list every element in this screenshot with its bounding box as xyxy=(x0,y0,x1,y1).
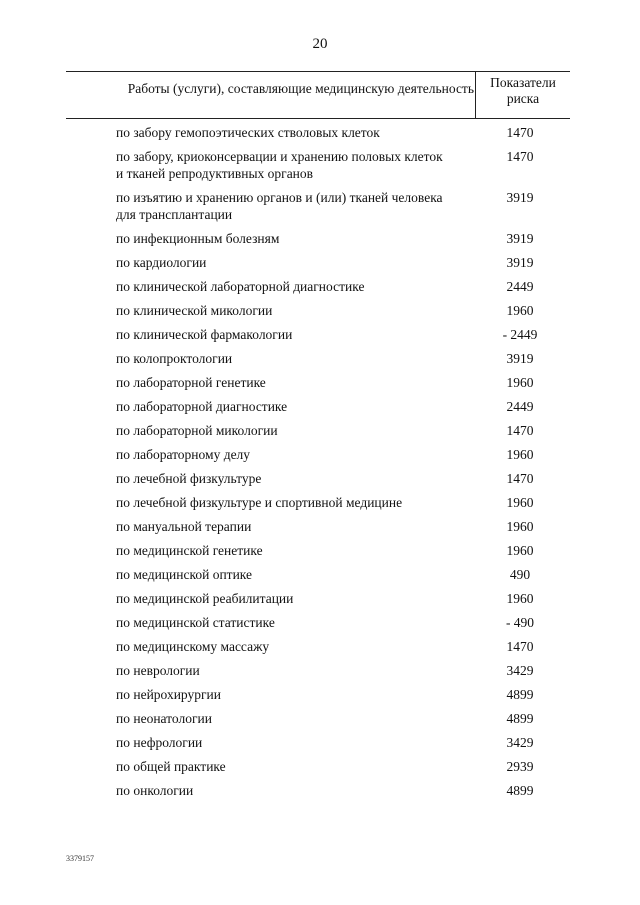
work-label: по колопроктологии xyxy=(116,351,233,366)
work-label: по общей практике xyxy=(116,759,226,774)
work-label: по нейрохирургии xyxy=(116,687,221,702)
work-label: по клинической микологии xyxy=(116,303,273,318)
work-label: по медицинской реабилитации xyxy=(116,591,294,606)
table-row xyxy=(0,302,640,326)
risk-value: 1960 xyxy=(506,495,534,510)
risk-value: 1960 xyxy=(506,375,534,390)
header-risk-column xyxy=(475,72,570,118)
table-row xyxy=(0,230,640,254)
table-row xyxy=(0,470,640,494)
risk-value: - 2449 xyxy=(502,327,538,342)
work-label: по неонатологии xyxy=(116,711,212,726)
work-label: по медицинскому массажу xyxy=(116,639,270,654)
work-label: по нефрологии xyxy=(116,735,203,750)
table-row xyxy=(0,189,640,230)
risk-value: 4899 xyxy=(506,687,534,702)
table-row xyxy=(0,686,640,710)
work-label: по клинической фармакологии xyxy=(116,327,293,342)
risk-value: 2449 xyxy=(506,399,534,414)
table-row xyxy=(0,326,640,350)
table-row xyxy=(0,710,640,734)
document-number: 3379157 xyxy=(66,854,94,863)
table-row xyxy=(0,350,640,374)
work-label: по мануальной терапии xyxy=(116,519,252,534)
table-row xyxy=(0,124,640,148)
table-row xyxy=(0,542,640,566)
work-label: по лабораторной микологии xyxy=(116,423,278,438)
work-label: по лабораторной диагностике xyxy=(116,399,288,414)
table-row xyxy=(0,590,640,614)
work-label: по лабораторной генетике xyxy=(116,375,266,390)
table-row xyxy=(0,518,640,542)
table-row xyxy=(0,494,640,518)
risk-value: 1960 xyxy=(506,303,534,318)
risk-value: 1470 xyxy=(506,471,534,486)
risk-value: 4899 xyxy=(506,783,534,798)
table-row xyxy=(0,782,640,806)
table-body xyxy=(0,124,640,806)
risk-value: 4899 xyxy=(506,711,534,726)
page-number: 20 xyxy=(312,36,328,52)
table-row xyxy=(0,614,640,638)
risk-value: 2939 xyxy=(506,759,534,774)
table-row xyxy=(0,278,640,302)
risk-value: 1470 xyxy=(506,149,534,164)
work-label: по клинической лабораторной диагностике xyxy=(116,279,365,294)
table-row xyxy=(0,254,640,278)
work-label: по онкологии xyxy=(116,783,194,798)
table-row xyxy=(0,148,640,189)
risk-value: 3919 xyxy=(506,255,534,270)
header-risk-line1: Показатели xyxy=(490,75,556,90)
risk-value: 1960 xyxy=(506,591,534,606)
risk-value: 3919 xyxy=(506,190,534,205)
table-row xyxy=(0,422,640,446)
work-label: по инфекционным болезням xyxy=(116,231,280,246)
work-label: по лечебной физкультуре xyxy=(116,471,262,486)
work-label: по забору гемопоэтических стволовых клеток xyxy=(116,125,380,140)
risk-value: 3919 xyxy=(506,351,534,366)
risk-value: 3429 xyxy=(506,735,534,750)
work-label: по медицинской генетике xyxy=(116,543,263,558)
risk-value: 2449 xyxy=(506,279,534,294)
work-label: по неврологии xyxy=(116,663,200,678)
table-row xyxy=(0,758,640,782)
table-row xyxy=(0,446,640,470)
work-label: по кардиологии xyxy=(116,255,207,270)
work-label: по лабораторному делу xyxy=(116,447,251,462)
risk-value: 490 xyxy=(509,567,531,582)
work-label: по медицинской статистике xyxy=(116,615,275,630)
header-risk-line2: риска xyxy=(506,91,540,106)
table-row xyxy=(0,374,640,398)
risk-value: 1470 xyxy=(506,125,534,140)
table-row xyxy=(0,662,640,686)
risk-value: 1470 xyxy=(506,423,534,438)
risk-value: 1960 xyxy=(506,519,534,534)
table-row xyxy=(0,398,640,422)
table-row xyxy=(0,566,640,590)
header-works-column: Работы (услуги), составляющие медицинскую деятельность xyxy=(127,81,474,96)
work-label: по медицинской оптике xyxy=(116,567,253,582)
table-row xyxy=(0,734,640,758)
risk-value: 1470 xyxy=(506,639,534,654)
risk-value: 3429 xyxy=(506,663,534,678)
risk-value: 3919 xyxy=(506,231,534,246)
risk-value: - 490 xyxy=(505,615,535,630)
risk-value: 1960 xyxy=(506,543,534,558)
work-label: по забору, криоконсервации и хранению половых клеток и тканей репродуктивных органов xyxy=(116,149,443,181)
table-row xyxy=(0,638,640,662)
risk-value: 1960 xyxy=(506,447,534,462)
table-header xyxy=(66,71,570,119)
work-label: по изъятию и хранению органов и (или) тканей человека для трансплантации xyxy=(116,190,443,222)
work-label: по лечебной физкультуре и спортивной медицине xyxy=(116,495,403,510)
